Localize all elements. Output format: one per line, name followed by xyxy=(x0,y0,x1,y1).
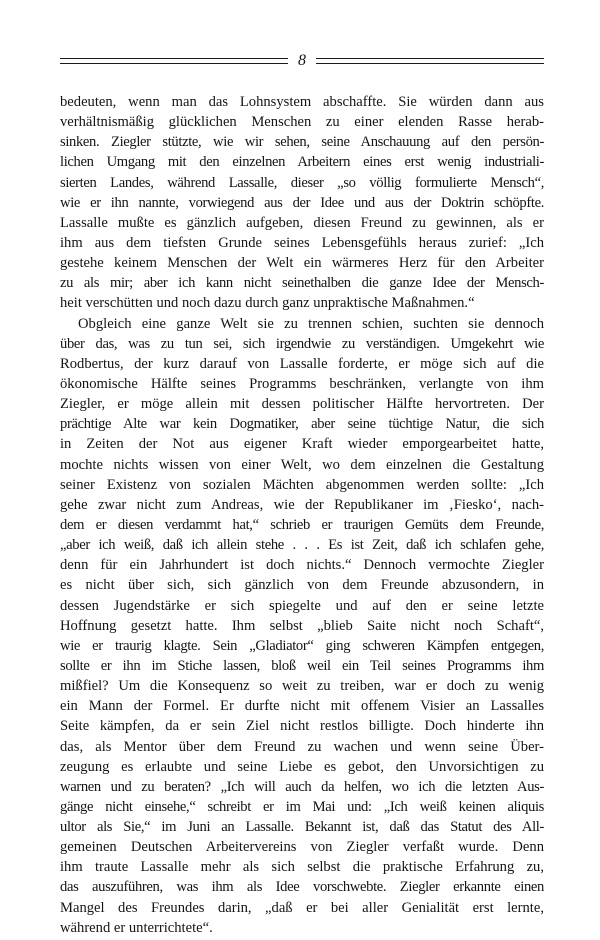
text-line: „aber ich weiß, daß ich allein stehe . . . Es ist Zeit, daß ich schlafen gehe, xyxy=(60,537,544,554)
text-line: ihm aus dem tiefsten Grunde seines Lebensgefühls heraus zurief: „Ich xyxy=(60,234,544,251)
text-line: gestehe keinem Menschen der Welt ein wärmeres Herz für den Arbeiter xyxy=(60,255,544,272)
text-line: Seite kämpfen, da er sein Ziel nicht restlos billigte. Doch hinderte ihn xyxy=(60,718,544,735)
text-line: ultor als Sie,“ im Juni an Lassalle. Bekannt ist, daß das Statut des All- xyxy=(60,819,544,836)
text-line: dessen Jugendstärke er sich spiegelte und auf den er seine letzte xyxy=(60,597,544,614)
text-line: bedeuten, wenn man das Lohnsystem abschaffte. Sie würden dann aus xyxy=(60,94,544,110)
text-line: es nicht über sich, sich gänzlich von dem Freunde abzusondern, in xyxy=(60,577,544,594)
text-line: mochte nichts wissen von einer Welt, wo dem einzelnen die Gestaltung xyxy=(60,456,544,473)
text-line: Hoffnung gesetzt hatte. Ihm selbst „blieb Saite nicht noch Schaft“, xyxy=(60,617,544,634)
text-line: über das, was zu tun sei, sich irgendwie zu verständigen. Umgekehrt wie xyxy=(60,335,544,352)
text-line: Mangel des Freundes darin, „daß er bei aller Genialität erst lernte, xyxy=(60,899,544,916)
text-line: Lassalle mußte es gänzlich aufgeben, diesen Freund zu gewinnen, als er xyxy=(60,214,544,231)
text-line: Ziegler, er möge allein mit dessen politischer Hälfte hervortreten. Der xyxy=(60,396,544,413)
text-line: ein Mann der Formel. Er durfte nicht mit offenem Visier an Lassalles xyxy=(60,698,544,715)
text-line: verhältnismäßig glücklichen Menschen zu einer elenden Rasse herab- xyxy=(60,114,544,131)
text-line: zu als mir; aber ich kann nicht seinethalben die ganze Idee der Mensch- xyxy=(60,275,544,292)
text-line: gehe zwar nicht zum Andreas, wie der Republikaner im ‚Fiesko‘, nach- xyxy=(60,496,544,513)
text-line: denn für ein Jahrhundert ist doch nichts.“ Dennoch vermochte Ziegler xyxy=(60,557,544,574)
text-line: Rodbertus, der kurz darauf von Lassalle forderte, er möge sich auf die xyxy=(60,355,544,372)
text-line: prächtige Alte war kein Dogmatiker, aber seine tüchtige Natur, die sich xyxy=(60,416,544,433)
text-line: dem er diesen verdammt hat,“ schrieb er traurigen Gemüts dem Freunde, xyxy=(60,516,544,533)
text-line: ihm traute Lassalle mehr als sich selbst die praktische Erfahrung zu, xyxy=(60,859,544,876)
text-line: das, als Mentor über dem Freund zu wachen und wenn seine Über- xyxy=(60,738,544,755)
text-line: während er unterrichtete“. xyxy=(60,919,213,936)
text-line: zeugung es erlaubte und seine Liebe es gebot, den Unvorsichtigen zu xyxy=(60,758,544,775)
text-line: gänge nicht einsehe,“ schreibt er im Mai und: „Ich weiß keinen aliquis xyxy=(60,798,544,815)
text-line: heit verschütten und noch dazu durch ganz unpraktische Maßnahmen.“ xyxy=(60,295,475,312)
header-rule-right xyxy=(316,58,544,64)
text-line: lichen Umgang mit den einzelnen Arbeitern eines erst wenig industriali- xyxy=(60,154,544,171)
page-header xyxy=(60,52,544,70)
text-line: sierten Landes, während Lassalle, dieser „so völlig formulierte Mensch“, xyxy=(60,174,544,191)
text-line: ökonomische Hälfte seines Programms beschränken, verlangte von ihm xyxy=(60,375,544,392)
text-line: wie er traurig klagte. Sein „Gladiator“ ging schweren Kämpfen entgegen, xyxy=(60,637,544,654)
text-line: in Zeiten der Not aus eigener Kraft wieder emporgearbeitet hatte, xyxy=(60,436,544,453)
body-text xyxy=(60,92,544,938)
text-line: Obgleich eine ganze Welt sie zu trennen schien, suchten sie dennoch xyxy=(78,315,544,332)
text-line: gemeinen Deutschen Arbeitervereins von Ziegler verfaßt wurde. Denn xyxy=(60,839,544,856)
header-rule-left xyxy=(60,58,288,64)
text-line: seiner Existenz von sozialen Mächten abgenommen werden sollte: „Ich xyxy=(60,476,544,493)
page-number: 8 xyxy=(298,52,306,69)
text-line: wie er ihn nannte, vorwiegend aus der Idee und aus der Doktrin schöpfte. xyxy=(60,194,544,211)
text-line: sinken. Ziegler stützte, wie wir sehen, seine Anschauung auf den persön- xyxy=(60,134,544,151)
text-line: das auszuführen, was ihm als Idee vorschwebte. Ziegler erkannte einen xyxy=(60,879,544,896)
text-line: mißfiel? Um die Konsequenz so weit zu treiben, war er doch zu wenig xyxy=(60,678,544,695)
text-line: sollte er ihn im Stiche lassen, bloß weil ein Teil seines Programms ihm xyxy=(60,657,544,674)
text-line: warnen und zu beraten? „Ich will auch da helfen, wo ich die letzten Aus- xyxy=(60,778,544,795)
